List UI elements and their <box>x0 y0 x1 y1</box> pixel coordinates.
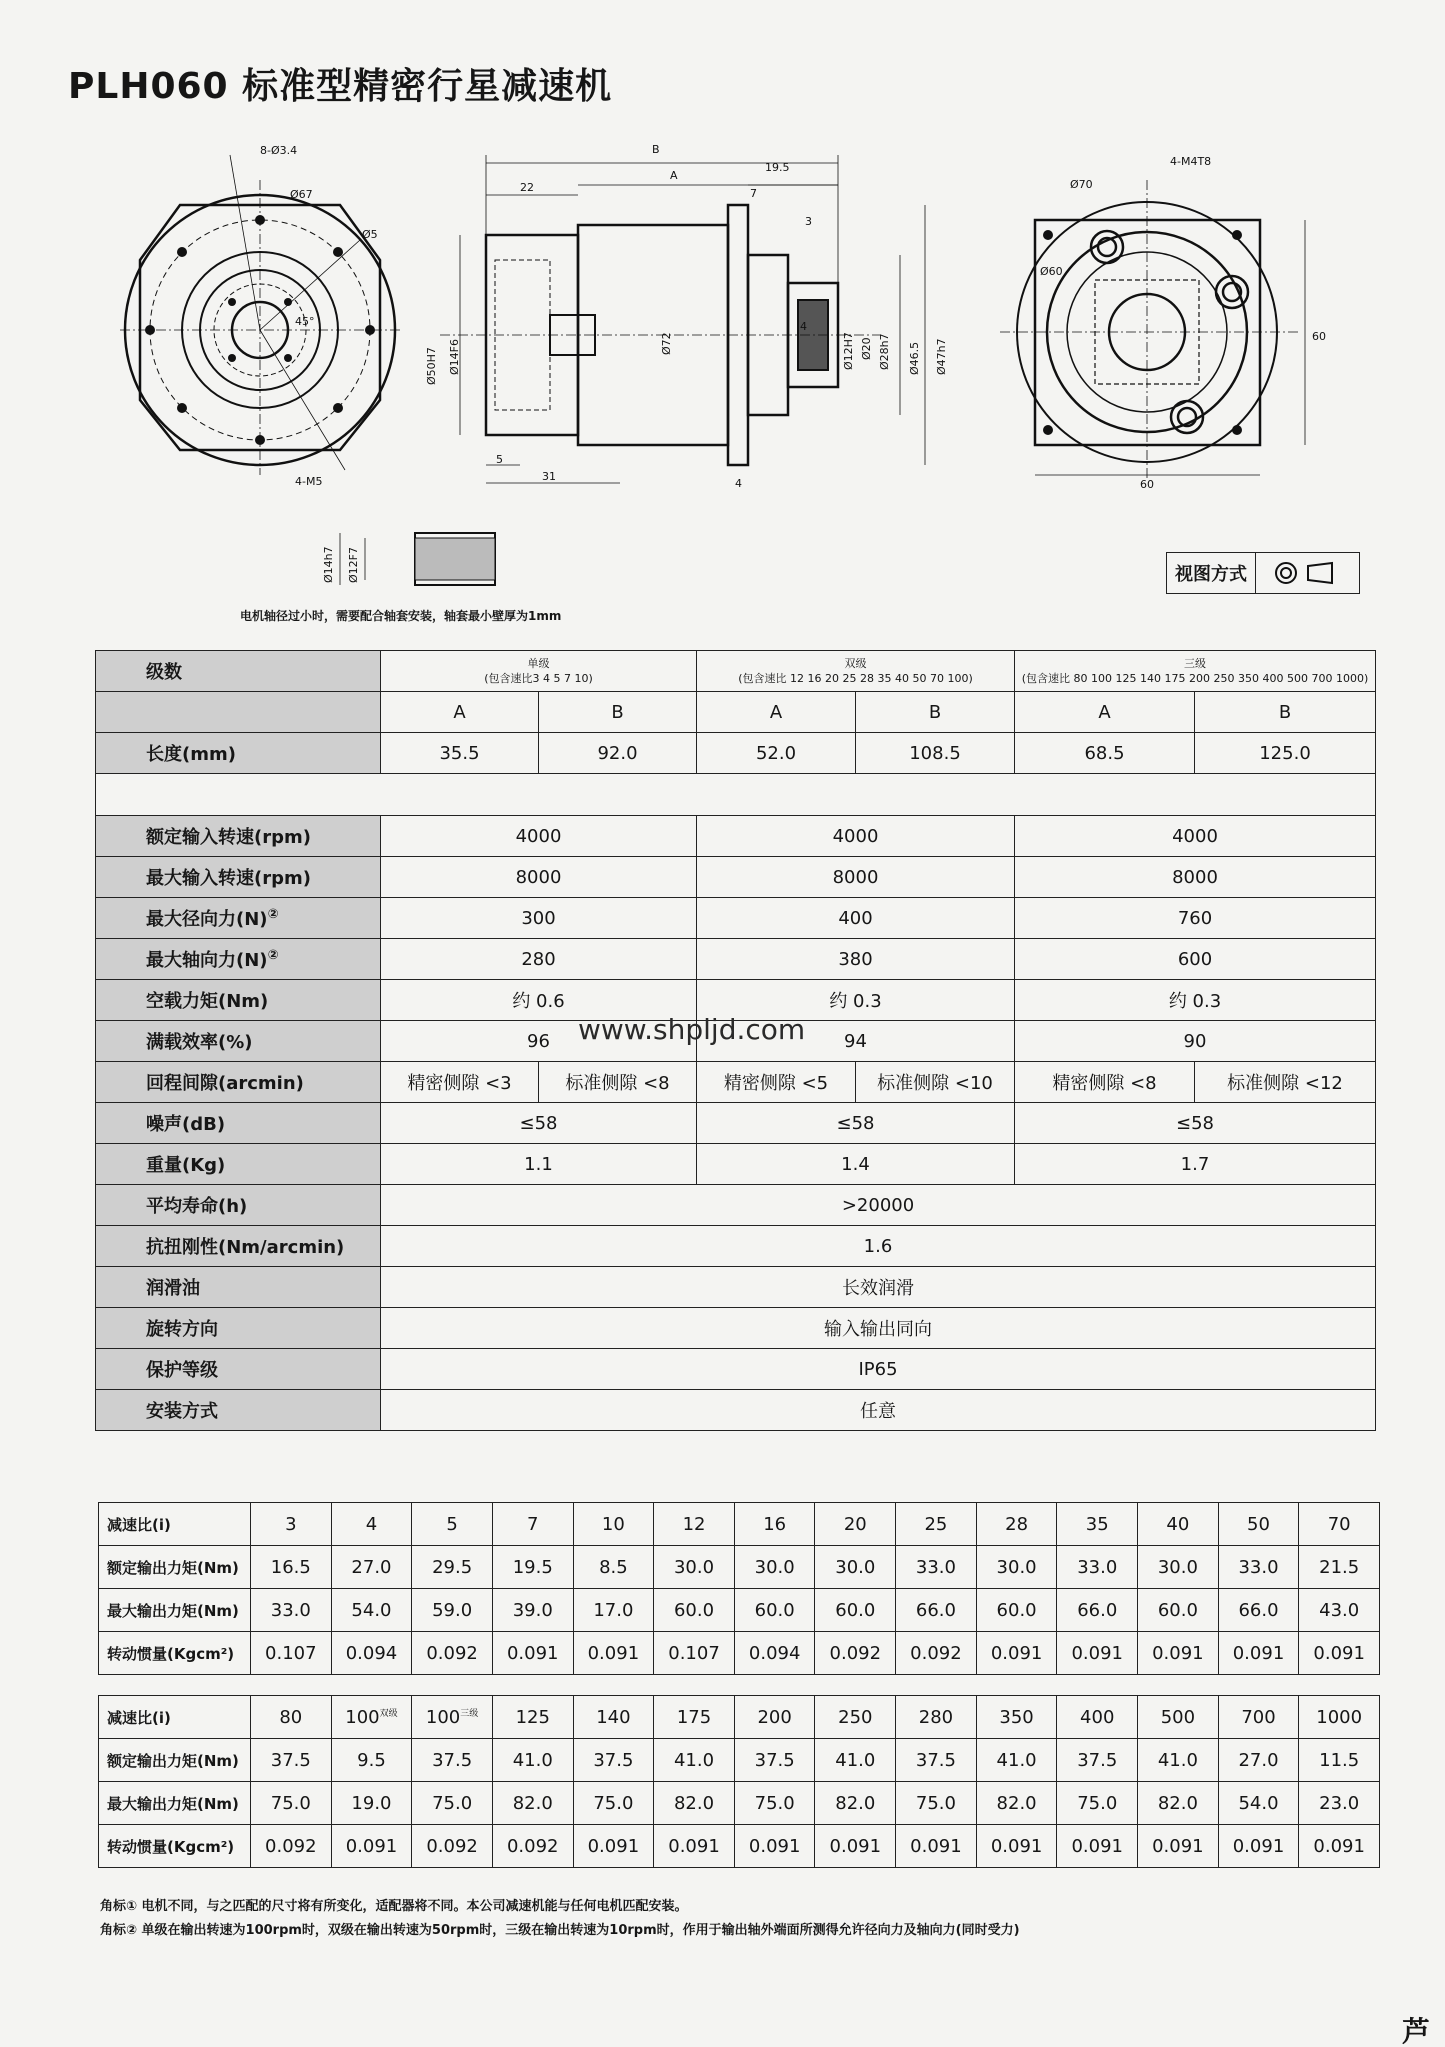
ratio-cell: 60.0 <box>1138 1589 1219 1632</box>
ratio-cell: 0.091 <box>1299 1632 1380 1675</box>
ratio-row-inertia <box>99 1632 1380 1675</box>
row-label: 安装方式 <box>96 1390 381 1431</box>
row-label: 满载效率(%) <box>96 1021 381 1062</box>
ratio-cell: 0.092 <box>412 1632 493 1675</box>
spec-cell: 8000 <box>697 857 1015 898</box>
ratio-cell: 33.0 <box>251 1589 332 1632</box>
spec-cell: 8000 <box>381 857 697 898</box>
row-label: 润滑油 <box>96 1267 381 1308</box>
spec-cell: ≤58 <box>697 1103 1015 1144</box>
spec-cell: 4000 <box>381 816 697 857</box>
ratio-row-rated <box>99 1546 1380 1589</box>
rear-width-label: 60 <box>1140 478 1154 490</box>
ab-row <box>96 692 1376 733</box>
page-number: 芦 <box>1402 2015 1431 2047</box>
pcd-label: Ø67 <box>290 188 313 201</box>
ratio-cell: 66.0 <box>896 1589 977 1632</box>
ratio-cell: 0.107 <box>654 1632 735 1675</box>
ratio-cell: 41.0 <box>1138 1739 1219 1782</box>
row-label: 最大轴向力(N)② <box>96 939 381 980</box>
ratio-cell: 82.0 <box>492 1782 573 1825</box>
spec-cell: 280 <box>381 939 697 980</box>
ratio-cell: 500 <box>1138 1696 1219 1739</box>
row-label: 重量(Kg) <box>96 1144 381 1185</box>
ratio-cell: 70 <box>1299 1503 1380 1546</box>
ratio-cell: 350 <box>976 1696 1057 1739</box>
ratio-cell: 41.0 <box>492 1739 573 1782</box>
ratio-cell: 54.0 <box>331 1589 412 1632</box>
dim-o20: Ø20 <box>860 337 873 360</box>
ratio-cell: 700 <box>1218 1696 1299 1739</box>
ratio-cell: 3 <box>251 1503 332 1546</box>
spec-cell: 90 <box>1015 1021 1376 1062</box>
ratio-cell: 23.0 <box>1299 1782 1380 1825</box>
length-row <box>96 733 1376 774</box>
footnote-2: 角标② 单级在输出转速为100rpm时，双级在输出转速为50rpm时，三级在输出转速为10rpm时，作用于输出轴外端面所测得允许径向力及轴向力(同时受力) <box>100 1923 1020 1938</box>
dim-a: A <box>670 169 678 182</box>
ratio-cell: 200 <box>734 1696 815 1739</box>
ratio-cell: 29.5 <box>412 1546 493 1589</box>
ratio-cell: $100^{双级}$ <box>331 1696 412 1739</box>
sleeve-drawing <box>320 525 500 595</box>
ratio-cell: 0.091 <box>331 1825 412 1868</box>
spec-row <box>96 1390 1376 1431</box>
length-cell: 35.5 <box>381 733 539 774</box>
ab-cell: B <box>539 692 697 733</box>
thread-label: 4-M5 <box>295 475 323 488</box>
dim-o12: Ø12H7 <box>842 332 855 370</box>
backlash-cell: 标准侧隙 <12 <box>1195 1062 1376 1103</box>
rear-thread-label: 4-M4T8 <box>1170 155 1212 168</box>
spec-cell: IP65 <box>381 1349 1376 1390</box>
spec-row <box>96 1226 1376 1267</box>
ratio-cell: 37.5 <box>1057 1739 1138 1782</box>
rear-o60-label: Ø60 <box>1040 265 1063 278</box>
spec-cell: 400 <box>697 898 1015 939</box>
ratio-cell: 37.5 <box>251 1739 332 1782</box>
spec-row <box>96 1144 1376 1185</box>
footnote-1: 角标① 电机不同，与之匹配的尺寸将有所变化，适配器将不同。本公司减速机能与任何电机匹配安装。 <box>100 1899 688 1914</box>
ratio-cell: 21.5 <box>1299 1546 1380 1589</box>
ratio-cell: 0.091 <box>976 1825 1057 1868</box>
length-cell: 68.5 <box>1015 733 1195 774</box>
backlash-cell: 标准侧隙 <8 <box>539 1062 697 1103</box>
ratio-row-label: 额定输出力矩(Nm) <box>99 1739 251 1782</box>
ratio-cell: 60.0 <box>654 1589 735 1632</box>
ratio-cell: 8.5 <box>573 1546 654 1589</box>
row-label: 最大径向力(N)② <box>96 898 381 939</box>
dim-19-5: 19.5 <box>765 161 790 174</box>
dim-b: B <box>652 143 660 156</box>
rear-view-drawing <box>1000 140 1330 490</box>
ratio-row-label: 转动惯量(Kgcm²) <box>99 1632 251 1675</box>
ratio-cell: 27.0 <box>331 1546 412 1589</box>
ratio-cell: 175 <box>654 1696 735 1739</box>
spec-cell: 600 <box>1015 939 1376 980</box>
ratio-cell: 35 <box>1057 1503 1138 1546</box>
ratio-cell: 41.0 <box>654 1739 735 1782</box>
ratio-cell: 41.0 <box>815 1739 896 1782</box>
ratio-cell: 75.0 <box>412 1782 493 1825</box>
ratio-cell: 400 <box>1057 1696 1138 1739</box>
spec-cell: 94 <box>697 1021 1015 1062</box>
dim-o72: Ø72 <box>660 332 673 355</box>
ab-cell: B <box>856 692 1015 733</box>
row-label: 噪声(dB) <box>96 1103 381 1144</box>
backlash-cell: 精密侧隙 <8 <box>1015 1062 1195 1103</box>
length-cell: 108.5 <box>856 733 1015 774</box>
ratio-cell: 0.091 <box>654 1825 735 1868</box>
view-method-box <box>1166 552 1360 594</box>
ratio-cell: 39.0 <box>492 1589 573 1632</box>
sleeve-o14: Ø14h7 <box>322 546 335 583</box>
ratio-cell: 16 <box>734 1503 815 1546</box>
ratio-cell: 30.0 <box>654 1546 735 1589</box>
ratio-cell: 17.0 <box>573 1589 654 1632</box>
ratio-cell: 30.0 <box>815 1546 896 1589</box>
view-method-label: 视图方式 <box>1167 553 1256 593</box>
ratio-cell: 37.5 <box>734 1739 815 1782</box>
length-cell: 92.0 <box>539 733 697 774</box>
ratio-cell: 0.091 <box>1057 1632 1138 1675</box>
spec-cell: ≤58 <box>1015 1103 1376 1144</box>
length-cell: 52.0 <box>697 733 856 774</box>
spec-cell: 约 0.6 <box>381 980 697 1021</box>
spec-row <box>96 857 1376 898</box>
dim-31: 31 <box>542 470 556 483</box>
ratio-cell: 125 <box>492 1696 573 1739</box>
spec-row <box>96 1308 1376 1349</box>
row-label: 平均寿命(h) <box>96 1185 381 1226</box>
backlash-row <box>96 1062 1376 1103</box>
spec-row <box>96 816 1376 857</box>
gap-row <box>96 774 1376 816</box>
row-label: 保护等级 <box>96 1349 381 1390</box>
gap-cell <box>96 774 1376 816</box>
row-label: 回程间隙(arcmin) <box>96 1062 381 1103</box>
ratio-cell: 0.091 <box>896 1825 977 1868</box>
ratio-cell: 40 <box>1138 1503 1219 1546</box>
ratio-cell: 75.0 <box>734 1782 815 1825</box>
backlash-cell: 精密侧隙 <5 <box>697 1062 856 1103</box>
ratio-cell: 66.0 <box>1057 1589 1138 1632</box>
ratio-cell: 82.0 <box>1138 1782 1219 1825</box>
footnotes <box>100 1895 1020 1943</box>
dim-7: 7 <box>750 187 757 200</box>
watermark: www.shpljd.com <box>578 1013 806 1046</box>
backlash-cell: 精密侧隙 <3 <box>381 1062 539 1103</box>
ratio-cell: 82.0 <box>815 1782 896 1825</box>
length-cell: 125.0 <box>1195 733 1376 774</box>
ratio-cell: 59.0 <box>412 1589 493 1632</box>
ratio-cell: $100^{三级}$ <box>412 1696 493 1739</box>
ratio-cell: 9.5 <box>331 1739 412 1782</box>
ratio-cell: 75.0 <box>1057 1782 1138 1825</box>
ratio-cell: 30.0 <box>734 1546 815 1589</box>
ratio-cell: 0.091 <box>1138 1632 1219 1675</box>
spec-cell: 96 <box>381 1021 697 1062</box>
ratio-cell: 19.0 <box>331 1782 412 1825</box>
backlash-cell: 标准侧隙 <10 <box>856 1062 1015 1103</box>
spec-row <box>96 1267 1376 1308</box>
ratio-cell: 0.091 <box>573 1632 654 1675</box>
ratio-cell: 0.094 <box>331 1632 412 1675</box>
ratio-cell: 27.0 <box>1218 1739 1299 1782</box>
angle-label: 45° <box>295 315 315 328</box>
bolt-holes-label: 8-Ø3.4 <box>260 144 298 157</box>
ratio-row-max <box>99 1782 1380 1825</box>
spec-cell: 输入输出同向 <box>381 1308 1376 1349</box>
spec-cell: >20000 <box>381 1185 1376 1226</box>
ratio-cell: 33.0 <box>1218 1546 1299 1589</box>
ratio-cell: 19.5 <box>492 1546 573 1589</box>
ratio-table-2 <box>98 1695 1380 1868</box>
ratio-row-ratios <box>99 1503 1380 1546</box>
ratio-cell: 60.0 <box>734 1589 815 1632</box>
ratio-cell: 30.0 <box>1138 1546 1219 1589</box>
spec-cell: 4000 <box>697 816 1015 857</box>
stage-label: 级数 <box>96 651 381 692</box>
dia-label: Ø5 <box>362 228 378 241</box>
spec-cell: 约 0.3 <box>697 980 1015 1021</box>
dim-4b: 4 <box>735 477 742 490</box>
ratio-row-max <box>99 1589 1380 1632</box>
ratio-cell: 250 <box>815 1696 896 1739</box>
ab-cell: A <box>381 692 539 733</box>
ratio-cell: 11.5 <box>1299 1739 1380 1782</box>
ratio-cell: 43.0 <box>1299 1589 1380 1632</box>
rear-height-label: 60 <box>1312 330 1326 343</box>
ratio-cell: 0.092 <box>251 1825 332 1868</box>
ratio-row-ratios <box>99 1696 1380 1739</box>
spec-cell: 任意 <box>381 1390 1376 1431</box>
stage-single: 单级 (包含速比3 4 5 7 10) <box>381 651 697 692</box>
spec-cell: 300 <box>381 898 697 939</box>
spec-cell: ≤58 <box>381 1103 697 1144</box>
ratio-table-1 <box>98 1502 1380 1675</box>
spec-row <box>96 1349 1376 1390</box>
ab-cell: A <box>697 692 856 733</box>
ratio-cell: 25 <box>896 1503 977 1546</box>
spec-cell: 1.6 <box>381 1226 1376 1267</box>
spec-cell: 1.7 <box>1015 1144 1376 1185</box>
ratio-cell: 140 <box>573 1696 654 1739</box>
spec-row <box>96 1185 1376 1226</box>
row-label: 抗扭刚性(Nm/arcmin) <box>96 1226 381 1267</box>
ratio-cell: 82.0 <box>976 1782 1057 1825</box>
ratio-cell: 0.091 <box>1299 1825 1380 1868</box>
rear-pcd-label: Ø70 <box>1070 178 1093 191</box>
ratio-row-label: 最大输出力矩(Nm) <box>99 1782 251 1825</box>
stage-double: 双级 (包含速比 12 16 20 25 28 35 40 50 70 100) <box>697 651 1015 692</box>
dim-o50: Ø50H7 <box>425 347 438 385</box>
ratio-cell: 41.0 <box>976 1739 1057 1782</box>
ratio-cell: 37.5 <box>896 1739 977 1782</box>
ratio-cell: 28 <box>976 1503 1057 1546</box>
ratio-cell: 0.107 <box>251 1632 332 1675</box>
spec-cell: 1.1 <box>381 1144 697 1185</box>
ratio-cell: 0.091 <box>492 1632 573 1675</box>
ratio-cell: 16.5 <box>251 1546 332 1589</box>
ratio-row-inertia <box>99 1825 1380 1868</box>
ratio-cell: 7 <box>492 1503 573 1546</box>
dim-o47: Ø47h7 <box>935 338 948 375</box>
spec-cell: 380 <box>697 939 1015 980</box>
ratio-cell: 54.0 <box>1218 1782 1299 1825</box>
spec-row <box>96 1103 1376 1144</box>
row-label: 空载力矩(Nm) <box>96 980 381 1021</box>
ratio-cell: 33.0 <box>1057 1546 1138 1589</box>
ratio-cell: 80 <box>251 1696 332 1739</box>
ratio-cell: 0.091 <box>734 1825 815 1868</box>
ratio-cell: 10 <box>573 1503 654 1546</box>
ratio-row-label: 最大输出力矩(Nm) <box>99 1589 251 1632</box>
ratio-cell: 5 <box>412 1503 493 1546</box>
side-view-drawing <box>420 135 980 495</box>
spec-row <box>96 939 1376 980</box>
ratio-cell: 0.091 <box>815 1825 896 1868</box>
ratio-cell: 50 <box>1218 1503 1299 1546</box>
ratio-cell: 1000 <box>1299 1696 1380 1739</box>
ratio-cell: 0.091 <box>1218 1632 1299 1675</box>
ratio-cell: 12 <box>654 1503 735 1546</box>
ratio-cell: 4 <box>331 1503 412 1546</box>
ab-cell: B <box>1195 692 1376 733</box>
ab-cell: A <box>1015 692 1195 733</box>
spec-cell: 4000 <box>1015 816 1376 857</box>
spec-row <box>96 898 1376 939</box>
front-view-drawing <box>100 140 420 490</box>
ratio-cell: 0.091 <box>976 1632 1057 1675</box>
ratio-cell: 30.0 <box>976 1546 1057 1589</box>
ratio-row-label: 减速比(i) <box>99 1503 251 1546</box>
spec-cell: 760 <box>1015 898 1376 939</box>
ratio-cell: 0.091 <box>1138 1825 1219 1868</box>
ratio-cell: 75.0 <box>896 1782 977 1825</box>
ratio-cell: 37.5 <box>573 1739 654 1782</box>
ratio-cell: 0.092 <box>815 1632 896 1675</box>
ratio-cell: 37.5 <box>412 1739 493 1782</box>
ratio-cell: 0.092 <box>896 1632 977 1675</box>
ratio-cell: 0.094 <box>734 1632 815 1675</box>
dim-5: 5 <box>496 453 503 466</box>
length-label: 长度(mm) <box>96 733 381 774</box>
ratio-row-label: 减速比(i) <box>99 1696 251 1739</box>
ratio-cell: 75.0 <box>573 1782 654 1825</box>
stage-triple: 三级 (包含速比 80 100 125 140 175 200 250 350 400 500 700 1000) <box>1015 651 1376 692</box>
sleeve-caption: 电机轴径过小时，需要配合轴套安装，轴套最小壁厚为1mm <box>240 609 562 623</box>
ratio-cell: 60.0 <box>815 1589 896 1632</box>
dim-o28: Ø28h7 <box>878 333 891 370</box>
projection-symbol-icon <box>1256 558 1346 588</box>
ratio-row-label: 额定输出力矩(Nm) <box>99 1546 251 1589</box>
ratio-cell: 0.092 <box>412 1825 493 1868</box>
row-label: 最大输入转速(rpm) <box>96 857 381 898</box>
dim-o14: Ø14F6 <box>448 339 461 375</box>
ratio-cell: 75.0 <box>251 1782 332 1825</box>
ratio-cell: 280 <box>896 1696 977 1739</box>
dim-22: 22 <box>520 181 534 194</box>
ratio-cell: 82.0 <box>654 1782 735 1825</box>
ratio-cell: 66.0 <box>1218 1589 1299 1632</box>
ab-blank <box>96 692 381 733</box>
spec-cell: 8000 <box>1015 857 1376 898</box>
ratio-cell: 0.091 <box>573 1825 654 1868</box>
spec-cell: 1.4 <box>697 1144 1015 1185</box>
ratio-row-label: 转动惯量(Kgcm²) <box>99 1825 251 1868</box>
row-label: 旋转方向 <box>96 1308 381 1349</box>
ratio-cell: 0.092 <box>492 1825 573 1868</box>
ratio-cell: 60.0 <box>976 1589 1057 1632</box>
dim-o46: Ø46.5 <box>908 341 921 375</box>
ratio-row-rated <box>99 1739 1380 1782</box>
dim-3: 3 <box>805 215 812 228</box>
ratio-cell: 20 <box>815 1503 896 1546</box>
page-title: PLH060 标准型精密行星减速机 <box>68 66 613 107</box>
spec-cell: 约 0.3 <box>1015 980 1376 1021</box>
dim-4: 4 <box>800 320 807 333</box>
sleeve-o12: Ø12F7 <box>347 547 360 583</box>
ratio-cell: 0.091 <box>1218 1825 1299 1868</box>
spec-cell: 长效润滑 <box>381 1267 1376 1308</box>
row-label: 额定输入转速(rpm) <box>96 816 381 857</box>
stage-row <box>96 651 1376 692</box>
ratio-cell: 0.091 <box>1057 1825 1138 1868</box>
ratio-cell: 33.0 <box>896 1546 977 1589</box>
